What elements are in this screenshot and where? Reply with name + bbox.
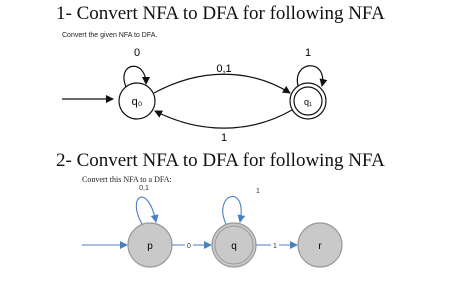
nfa2-edge-p-q-label: 0 <box>187 243 191 250</box>
nfa1-diagram <box>62 47 326 144</box>
nfa1-state-q0-label: q₀ <box>131 96 143 108</box>
nfa1-edge-q1-q0-label: 1 <box>220 132 228 144</box>
nfa2-self-loop-p-label: 0,1 <box>139 185 149 192</box>
nfa1-edge-q1-q0 <box>155 110 292 128</box>
nfa1-self-loop-q0-label: 0 <box>133 47 141 59</box>
nfa2-self-loop-p <box>136 197 156 224</box>
nfa2-diagram <box>82 185 342 267</box>
nfa1-state-q1-label: q₁ <box>303 97 313 107</box>
problem2-heading: 2- Convert NFA to DFA for following NFA <box>56 150 385 171</box>
problem2-instruction: Convert this NFA to a DFA: <box>82 175 172 184</box>
nfa1-edge-q0-q1 <box>154 74 290 93</box>
nfa2-edge-q-r-label: 1 <box>273 243 277 250</box>
nfa2-state-p-label: p <box>147 241 153 252</box>
nfa1-self-loop-q1-label: 1 <box>304 47 312 59</box>
nfa1-edge-q0-q1-label: 0,1 <box>216 63 232 75</box>
nfa2-self-loop-q-label: 1 <box>256 188 260 195</box>
problem1-instruction: Convert the given NFA to DFA. <box>62 32 158 39</box>
nfa2-state-r-label: r <box>318 241 322 252</box>
problem1-heading: 1- Convert NFA to DFA for following NFA <box>56 3 385 24</box>
nfa2-state-q-label: q <box>231 241 237 252</box>
nfa2-self-loop-q <box>223 196 241 224</box>
